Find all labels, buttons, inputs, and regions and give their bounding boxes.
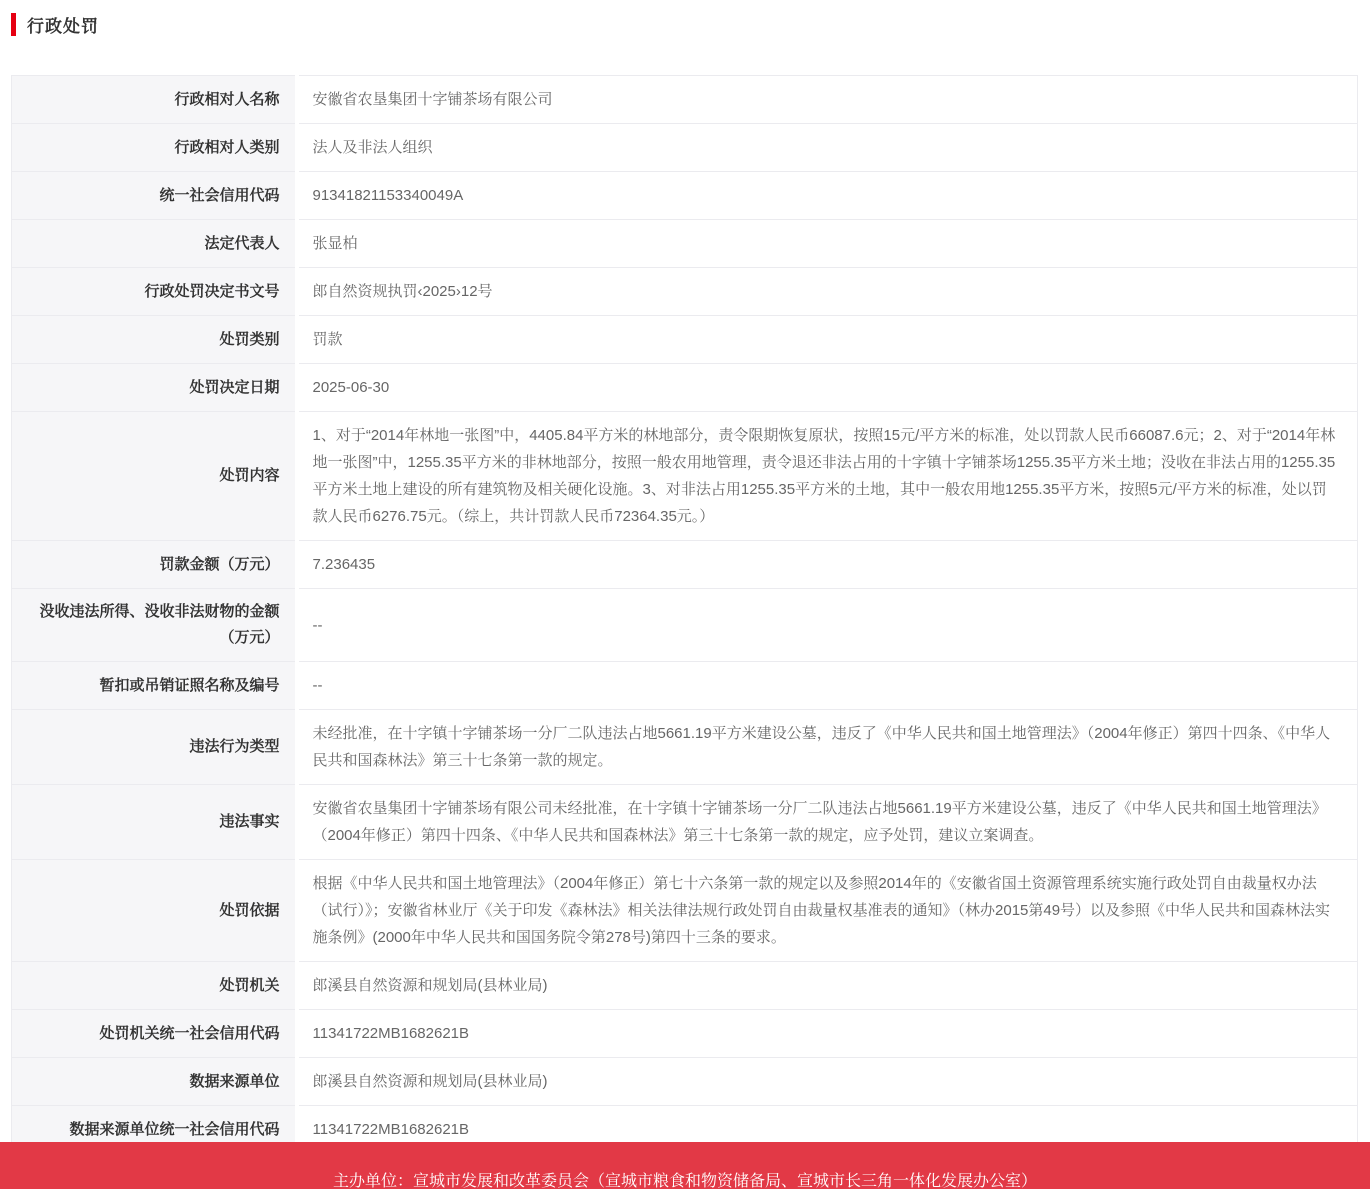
- page-footer: [0, 1142, 1370, 1189]
- table-row: [12, 268, 1358, 316]
- row-value: 郎溪县自然资源和规划局(县林业局): [297, 1058, 1358, 1106]
- row-label: 行政相对人名称: [12, 76, 297, 124]
- table-row: [12, 412, 1358, 541]
- table-row: [12, 76, 1358, 124]
- table-row: [12, 785, 1358, 860]
- row-value: --: [297, 662, 1358, 710]
- row-value: 郎溪县自然资源和规划局(县林业局): [297, 962, 1358, 1010]
- table-row: [12, 1010, 1358, 1058]
- table-row: [12, 710, 1358, 785]
- table-row: [12, 364, 1358, 412]
- row-label: 罚款金额（万元）: [12, 541, 297, 589]
- row-label: 处罚内容: [12, 412, 297, 541]
- row-label: 数据来源单位统一社会信用代码: [12, 1106, 297, 1154]
- table-row: [12, 172, 1358, 220]
- row-label: 统一社会信用代码: [12, 172, 297, 220]
- table-row: [12, 541, 1358, 589]
- row-value: --: [297, 589, 1358, 662]
- table-row: [12, 220, 1358, 268]
- row-value: 安徽省农垦集团十字铺茶场有限公司未经批准，在十字镇十字铺茶场一分厂二队违法占地5661.19平方米建设公墓，违反了《中华人民共和国土地管理法》（2004年修正）第四十四条、《中华人民共和国森林法》第三十七条第一款的规定，应予处罚，建议立案调查。: [297, 785, 1358, 860]
- row-label: 没收违法所得、没收非法财物的金额（万元）: [12, 589, 297, 662]
- title-accent-bar: [11, 13, 16, 36]
- row-value: 91341821153340049A: [297, 172, 1358, 220]
- row-label: 处罚依据: [12, 860, 297, 962]
- footer-text: 主办单位：宣城市发展和改革委员会（宣城市粮食和物资储备局、宣城市长三角一体化发展办公室）: [332, 1173, 1037, 1189]
- table-row: [12, 316, 1358, 364]
- row-value: 郎自然资规执罚‹2025›12号: [297, 268, 1358, 316]
- row-value: 11341722MB1682621B: [297, 1010, 1358, 1058]
- row-label: 暂扣或吊销证照名称及编号: [12, 662, 297, 710]
- row-label: 法定代表人: [12, 220, 297, 268]
- row-value: 根据《中华人民共和国土地管理法》（2004年修正）第七十六条第一款的规定以及参照2014年的《安徽省国土资源管理系统实施行政处罚自由裁量权办法（试行）》；安徽省林业厅《关于印发《森林法》相关法律法规行政处罚自由裁量权基准表的通知》（林办2015第49号）以及参照《中华人民共和国森林法实施条例》(2000年中华人民共和国国务院令第278号)第四十三条的要求。: [297, 860, 1358, 962]
- row-label: 违法行为类型: [12, 710, 297, 785]
- penalty-table: [11, 75, 1358, 1154]
- row-value: 安徽省农垦集团十字铺茶场有限公司: [312, 91, 553, 108]
- row-value: 法人及非法人组织: [297, 124, 1358, 172]
- row-label: 处罚机关统一社会信用代码: [12, 1010, 297, 1058]
- penalty-table-body: [12, 76, 1358, 1154]
- page-title: 行政处罚: [27, 16, 99, 36]
- table-row: [12, 124, 1358, 172]
- table-row: [12, 962, 1358, 1010]
- section-header: [11, 12, 1370, 36]
- row-value: 张显柏: [297, 220, 1358, 268]
- row-value: 7.236435: [297, 541, 1358, 589]
- row-label: 处罚机关: [12, 962, 297, 1010]
- row-label: 数据来源单位: [12, 1058, 297, 1106]
- row-label: 行政相对人类别: [12, 124, 297, 172]
- row-value: 1、对于“2014年林地一张图”中，4405.84平方米的林地部分，责令限期恢复原状，按照15元/平方米的标准，处以罚款人民币66087.6元；2、对于“2014年林地一张图”中，1255.35平方米的非林地部分，按照一般农用地管理，责令退还非法占用的十字镇十字铺茶场1255.35平方米土地；没收在非法占用的1255.35平方米土地上建设的所有建筑物及相关硬化设施。3、对非法占用1255.35平方米的土地，其中一般农用地1255.35平方米，按照5元/平方米的标准，处以罚款人民币6276.75元。（综上，共计罚款人民币72364.35元。）: [297, 412, 1358, 541]
- penalty-table-wrap: [11, 75, 1358, 1154]
- table-row: [12, 662, 1358, 710]
- table-row: [12, 860, 1358, 962]
- table-row: [12, 589, 1358, 662]
- table-row: [12, 1058, 1358, 1106]
- row-label: 违法事实: [12, 785, 297, 860]
- row-value: 罚款: [297, 316, 1358, 364]
- row-label: 行政处罚决定书文号: [12, 268, 297, 316]
- row-value: 11341722MB1682621B: [297, 1106, 1358, 1154]
- row-label: 处罚决定日期: [12, 364, 297, 412]
- row-value: 未经批准，在十字镇十字铺茶场一分厂二队违法占地5661.19平方米建设公墓，违反了《中华人民共和国土地管理法》（2004年修正）第四十四条、《中华人民共和国森林法》第三十七条第一款的规定。: [297, 710, 1358, 785]
- row-value: 2025-06-30: [297, 364, 1358, 412]
- row-label: 处罚类别: [12, 316, 297, 364]
